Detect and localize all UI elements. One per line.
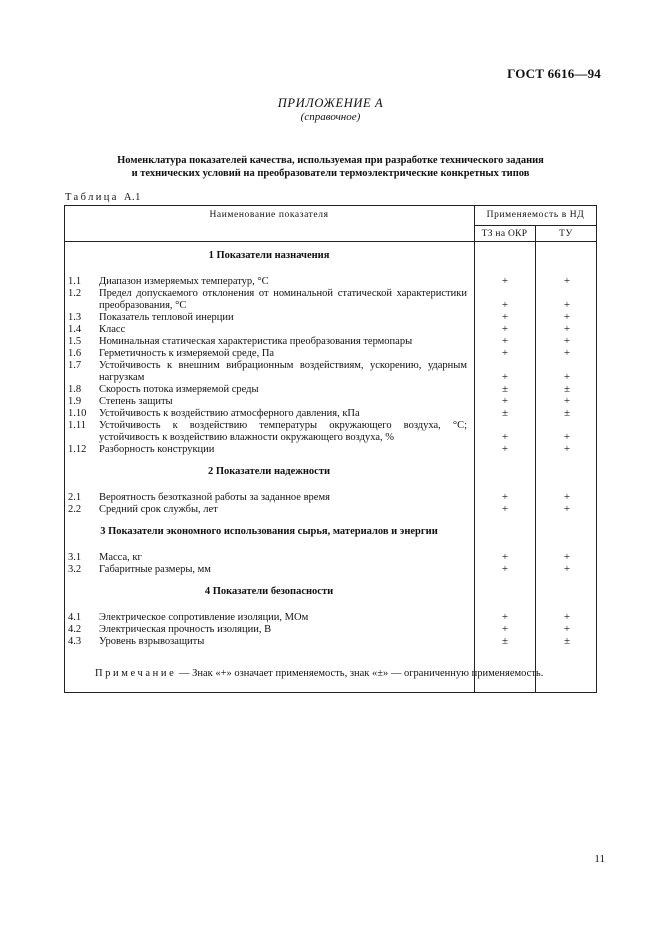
row-label: Средний срок службы, лет [99, 504, 218, 515]
row-label: Показатель тепловой инерции [99, 312, 234, 323]
row-label: Номинальная статическая характеристика преобразования термопары [99, 336, 413, 347]
row-mark-tz: + [501, 563, 509, 575]
row-mark-tz: + [501, 623, 509, 635]
row-number: 4.2 [68, 624, 82, 635]
section-title: 4 Показатели безопасности [204, 586, 334, 597]
row-mark-tu: + [563, 275, 571, 287]
row-mark-tu: + [563, 311, 571, 323]
row-mark-tz: + [501, 311, 509, 323]
row-mark-tu: + [563, 347, 571, 359]
row-number: 1.10 [68, 408, 87, 419]
row-label: Уровень взрывозащиты [99, 636, 205, 647]
row-mark-tu: ± [563, 635, 571, 647]
row-label: Устойчивость к внешним вибрационным воздействиям, ускорению, ударным нагрузкам [99, 360, 467, 383]
row-mark-tz: + [501, 611, 509, 623]
row-mark-tz: + [501, 443, 509, 455]
row-number: 1.3 [68, 312, 82, 323]
column-header-tu: ТУ [559, 229, 573, 239]
row-label: Электрическая прочность изоляции, В [99, 624, 272, 635]
row-mark-tz: + [501, 431, 509, 443]
page-number: 11 [594, 853, 605, 865]
row-number: 1.8 [68, 384, 82, 395]
column-divider [474, 205, 475, 693]
row-mark-tz: ± [501, 635, 509, 647]
row-mark-tu: + [563, 443, 571, 455]
row-mark-tz: + [501, 395, 509, 407]
row-label: Габаритные размеры, мм [99, 564, 211, 575]
row-number: 3.2 [68, 564, 82, 575]
row-mark-tu: + [563, 299, 571, 311]
row-label: Скорость потока измеряемой среды [99, 384, 259, 395]
row-number: 2.1 [68, 492, 82, 503]
row-label: Масса, кг [99, 552, 142, 563]
row-mark-tz: + [501, 323, 509, 335]
row-number: 1.2 [68, 288, 82, 299]
row-mark-tz: + [501, 551, 509, 563]
row-number: 1.12 [68, 444, 87, 455]
column-divider-sub [535, 225, 536, 693]
row-mark-tu: + [563, 623, 571, 635]
table-number: А.1 [123, 192, 141, 203]
row-number: 1.11 [68, 420, 86, 431]
row-mark-tz: + [501, 335, 509, 347]
row-mark-tz: + [501, 371, 509, 383]
row-label: Вероятность безотказной работы за заданное время [99, 492, 330, 503]
row-mark-tu: + [563, 551, 571, 563]
row-mark-tu: + [563, 335, 571, 347]
row-number: 3.1 [68, 552, 82, 563]
row-label: Степень защиты [99, 396, 173, 407]
row-label: Электрическое сопротивление изоляции, МОм [99, 612, 309, 623]
note-label: Примечание [95, 668, 177, 679]
section-title: 3 Показатели экономного использования сырья, материалов и энергии [100, 526, 438, 537]
column-header-name: Наименование показателя [209, 210, 329, 220]
row-mark-tz: + [501, 275, 509, 287]
row-label: Класс [99, 324, 126, 335]
appendix-subtitle: (справочное) [300, 111, 361, 123]
row-label: Устойчивость к воздействию атмосферного давления, кПа [99, 408, 360, 419]
row-label: Предел допускаемого отклонения от номинальной статической характеристики преобразования, °С [99, 288, 467, 311]
row-mark-tz: + [501, 347, 509, 359]
header-rule [64, 241, 597, 242]
section-title: 2 Показатели надежности [207, 466, 331, 477]
table-note [95, 668, 543, 679]
table-label [65, 192, 141, 203]
row-number: 1.6 [68, 348, 82, 359]
row-mark-tz: + [501, 503, 509, 515]
row-number: 1.7 [68, 360, 82, 371]
note-text: — Знак «+» означает применяемость, знак «±» — ограниченную применяемость. [178, 668, 544, 679]
column-header-tz: ТЗ на ОКР [481, 229, 528, 239]
row-mark-tu: + [563, 563, 571, 575]
row-number: 1.5 [68, 336, 82, 347]
row-label: Устойчивость к воздействию температуры окружающего воздуха, °С; устойчивость к воздействию влажности окружающего воздуха, % [99, 420, 467, 443]
row-mark-tu: + [563, 323, 571, 335]
table-heading-line-2: и технических условий на преобразователи термоэлектрические конкретных типов [131, 168, 530, 179]
row-mark-tz: + [501, 491, 509, 503]
row-number: 1.9 [68, 396, 82, 407]
row-label: Диапазон измеряемых температур, °С [99, 276, 269, 287]
row-number: 2.2 [68, 504, 82, 515]
table-heading-line-1: Номенклатура показателей качества, используемая при разработке технического задания [117, 155, 544, 166]
row-mark-tu: + [563, 395, 571, 407]
row-label: Герметичность к измеряемой среде, Па [99, 348, 275, 359]
row-mark-tu: + [563, 371, 571, 383]
row-mark-tu: + [563, 611, 571, 623]
appendix-title: ПРИЛОЖЕНИЕ А [277, 96, 384, 110]
section-title: 1 Показатели назначения [208, 250, 330, 261]
row-number: 1.4 [68, 324, 82, 335]
row-mark-tu: + [563, 431, 571, 443]
column-header-applicability: Применяемость в НД [486, 210, 585, 220]
row-mark-tz: + [501, 299, 509, 311]
row-mark-tz: ± [501, 383, 509, 395]
row-mark-tu: ± [563, 407, 571, 419]
document-code: ГОСТ 6616—94 [507, 66, 601, 81]
row-mark-tu: ± [563, 383, 571, 395]
row-mark-tu: + [563, 503, 571, 515]
header-sub-rule [474, 225, 597, 226]
row-label: Разборность конструкции [99, 444, 215, 455]
table-label-word: Таблица [65, 192, 119, 203]
row-number: 1.1 [68, 276, 82, 287]
row-mark-tz: ± [501, 407, 509, 419]
row-number: 4.1 [68, 612, 82, 623]
row-number: 4.3 [68, 636, 82, 647]
row-mark-tu: + [563, 491, 571, 503]
